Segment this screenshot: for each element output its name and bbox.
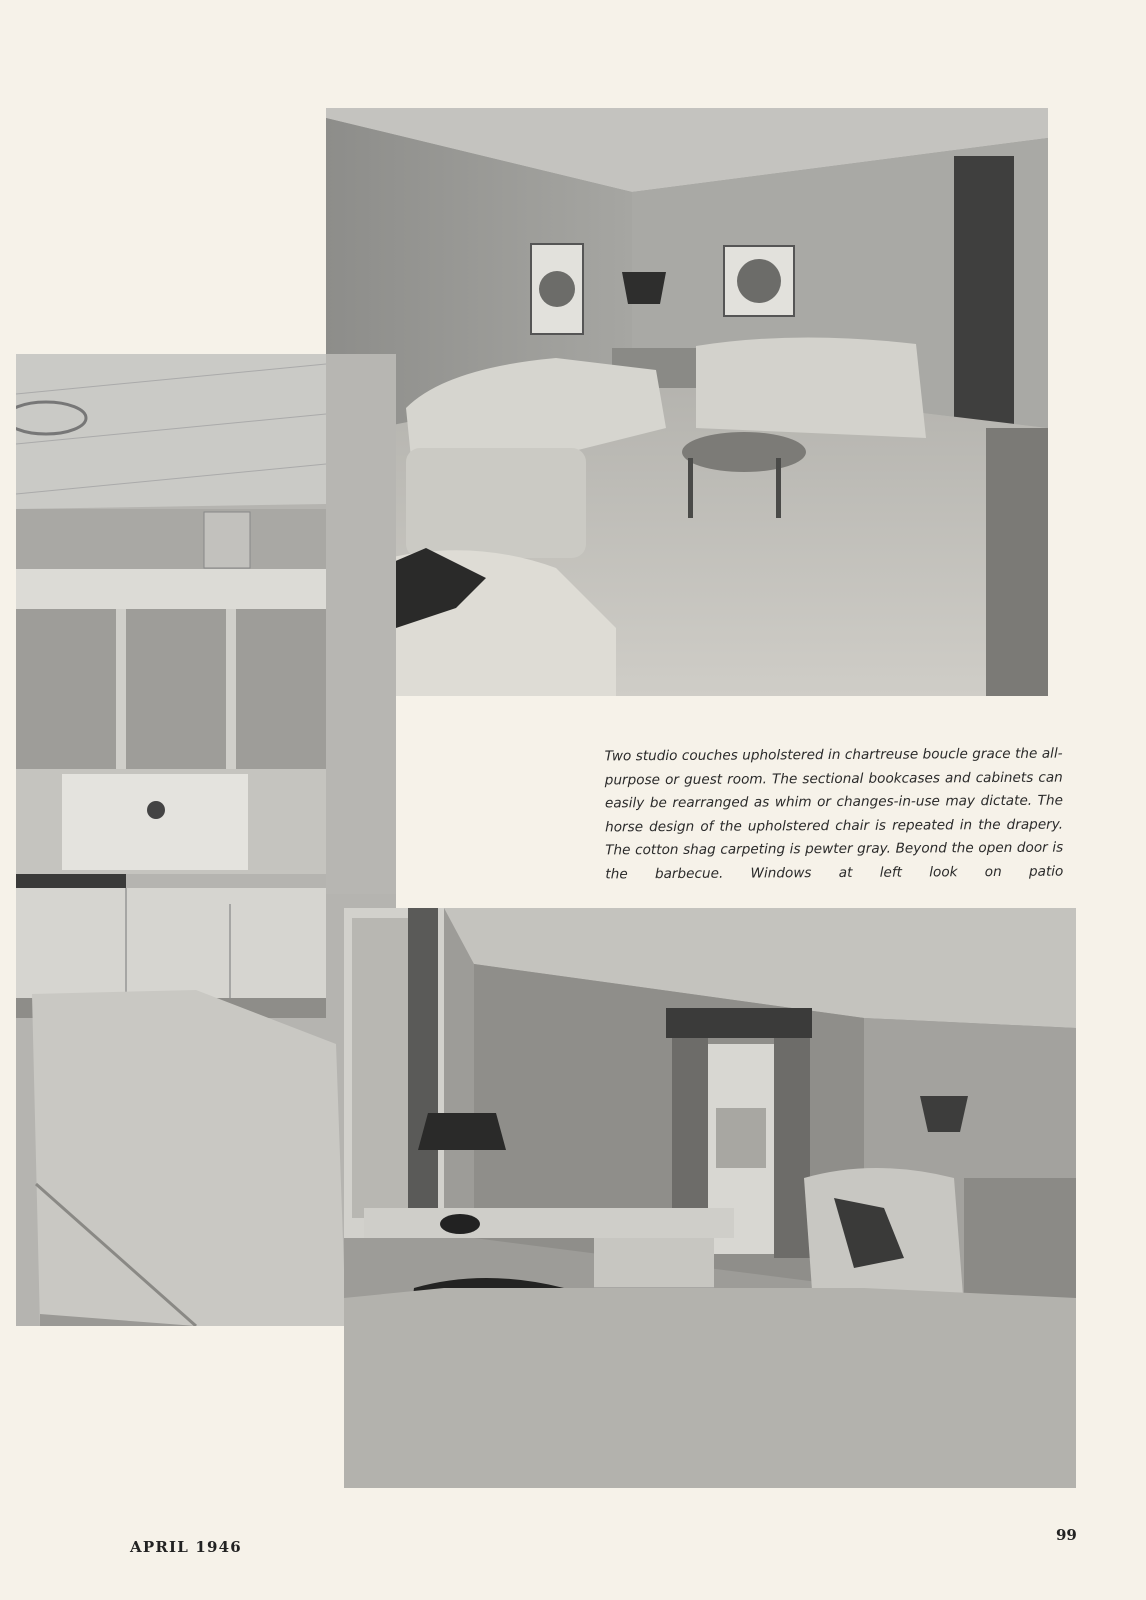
kitchen-photo bbox=[16, 354, 396, 1326]
living-room-photo bbox=[326, 108, 1048, 696]
photo-caption: Two studio couches upholstered in chartreuse boucle grace the all-purpose or guest room. The sectional bookcases and cabinets can easily be rearranged as whim or changes-in-use may dictate. The horse design of the upholstered chair is repeated in the drapery. The cotton shag carpeting is pewter gray. Beyond the open door is the barbecue. Windows at left look on patio bbox=[604, 745, 1064, 882]
page-number: 99 bbox=[1056, 1526, 1077, 1544]
issue-date: APRIL 1946 bbox=[130, 1538, 242, 1556]
office-photo bbox=[344, 908, 1076, 1488]
